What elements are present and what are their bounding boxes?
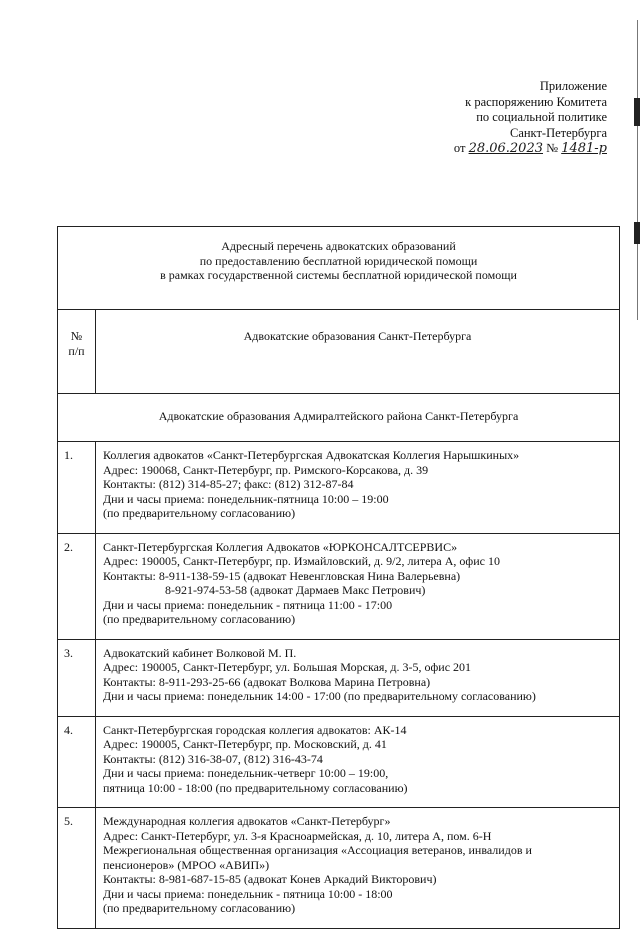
table-title-row — [58, 227, 620, 310]
date-prefix: от — [453, 141, 466, 155]
title-line: в рамках государственной системы бесплатной юридической помощи — [160, 268, 517, 282]
entry-line: Дни и часы приема: понедельник-пятница 10:00 – 19:00 — [103, 491, 389, 506]
entry-line: Санкт-Петербургская Коллегия Адвокатов «ЮРКОНСАЛТСЕРВИС» — [103, 539, 458, 554]
title-line: по предоставлению бесплатной юридической помощи — [199, 253, 478, 268]
scan-edge-mark — [634, 98, 640, 126]
row-number: 5. — [58, 808, 96, 929]
entry-line: Дни и часы приема: понедельник - пятница 11:00 - 17:00 — [103, 597, 393, 612]
table-row — [58, 442, 620, 534]
column-header-name: Адвокатские образования Санкт-Петербурга — [96, 310, 620, 394]
row-number: 3. — [58, 639, 96, 716]
table-row — [58, 808, 620, 929]
entry-line: Дни и часы приема: понедельник - пятница 10:00 - 18:00 — [103, 886, 393, 901]
entry-line: Санкт-Петербургская городская коллегия адвокатов: АК-14 — [103, 722, 407, 737]
title-line: Адресный перечень адвокатских образований — [221, 239, 456, 253]
entry-line: Контакты: 8-911-138-59-15 (адвокат Невенгловская Нина Валерьевна) — [103, 568, 461, 583]
row-number: 4. — [58, 716, 96, 808]
header-line: Приложение — [539, 79, 607, 93]
lawyers-table — [57, 226, 620, 929]
handwritten-date: 28.06.2023 — [468, 141, 543, 156]
entry-line: Межрегиональная общественная организация «Ассоциация ветеранов, инвалидов и — [103, 843, 532, 857]
column-header-number — [58, 310, 96, 394]
entry-line: (по предварительному согласованию) — [103, 901, 296, 915]
entry-line: Адрес: 190005, Санкт-Петербург, пр. Московский, д. 41 — [103, 737, 387, 751]
entry-details — [96, 639, 620, 716]
entry-details — [96, 808, 620, 929]
entry-line: Дни и часы приема: понедельник-четверг 10:00 – 19:00, — [103, 766, 389, 780]
table-row — [58, 533, 620, 639]
row-number: 1. — [58, 442, 96, 534]
entry-line: (по предварительному согласованию) — [103, 506, 296, 520]
entry-line: пенсионеров» (МРОО «АВИП») — [103, 857, 270, 872]
entry-line: Международная коллегия адвокатов «Санкт-Петербург» — [103, 814, 391, 828]
entry-line: Адвокатский кабинет Волковой М. П. — [103, 645, 297, 660]
approval-header — [367, 79, 607, 157]
date-number-line — [367, 141, 607, 157]
district-row — [58, 394, 620, 442]
entry-line: Адрес: 190005, Санкт-Петербург, ул. Большая Морская, д. 3-5, офис 201 — [103, 660, 472, 674]
entry-line: Адрес: Санкт-Петербург, ул. 3-я Красноармейская, д. 10, литера А, пом. 6-Н — [103, 828, 492, 843]
column-header-row — [58, 310, 620, 394]
column-header-number-line1: № — [70, 329, 83, 343]
table-title — [58, 227, 620, 310]
entry-line: Адрес: 190068, Санкт-Петербург, пр. Римского-Корсакова, д. 39 — [103, 462, 429, 477]
entry-line: Контакты: (812) 314-85-27; факс: (812) 312-87-84 — [103, 477, 354, 491]
table-row — [58, 639, 620, 716]
entry-line: Дни и часы приема: понедельник 14:00 - 17:00 (по предварительному согласованию) — [103, 689, 536, 703]
header-line: Санкт-Петербурга — [509, 125, 607, 140]
entry-line: Контакты: 8-981-687-15-85 (адвокат Конев Аркадий Викторович) — [103, 872, 437, 886]
entry-line: Контакты: (812) 316-38-07, (812) 316-43-74 — [103, 751, 323, 766]
entry-details — [96, 442, 620, 534]
header-line: к распоряжению Комитета — [465, 94, 607, 109]
entry-line: 8-921-974-53-58 (адвокат Дармаев Макс Петрович) — [165, 583, 426, 597]
handwritten-number: 1481-р — [561, 141, 607, 156]
scan-edge-mark — [634, 222, 640, 244]
entry-line: Адрес: 190005, Санкт-Петербург, пр. Измайловский, д. 9/2, литера А, офис 10 — [103, 554, 500, 568]
entry-details — [96, 533, 620, 639]
scan-edge-line — [637, 20, 638, 320]
table-row — [58, 716, 620, 808]
number-prefix: № — [546, 141, 559, 155]
entry-line: Коллегия адвокатов «Санкт-Петербургская Адвокатская Коллегия Нарышкиных» — [103, 448, 520, 462]
header-line: по социальной политике — [476, 110, 607, 124]
entry-line: (по предварительному согласованию) — [103, 612, 296, 626]
entry-line: Контакты: 8-911-293-25-66 (адвокат Волкова Марина Петровна) — [103, 674, 431, 689]
entry-details — [96, 716, 620, 808]
entry-line: пятница 10:00 - 18:00 (по предварительному согласованию) — [103, 780, 408, 795]
district-heading: Адвокатские образования Адмиралтейского района Санкт-Петербурга — [58, 394, 620, 442]
row-number: 2. — [58, 533, 96, 639]
column-header-number-line2: п/п — [68, 343, 85, 358]
